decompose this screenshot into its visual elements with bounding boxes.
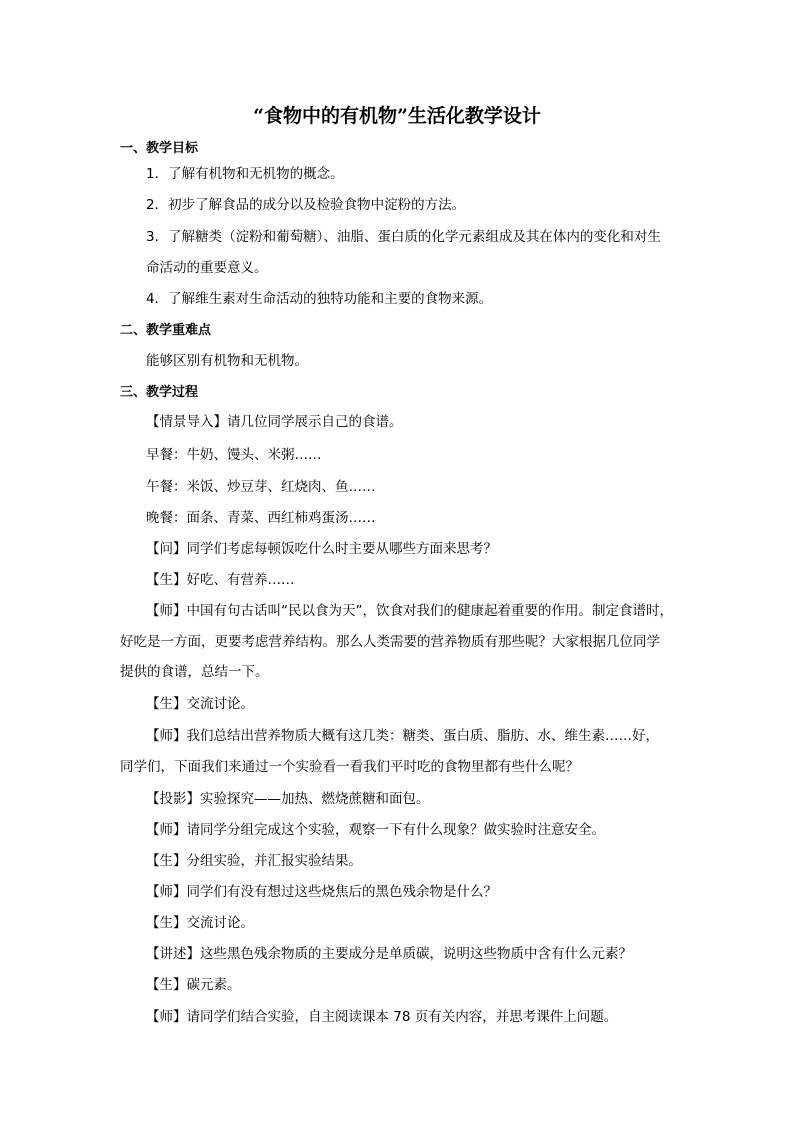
- process-line: 晚餐：面条、青菜、西红柿鸡蛋汤……: [146, 510, 376, 526]
- process-line: 【生】交流讨论。: [146, 696, 254, 712]
- process-line: 【情景导入】请几位同学展示自己的食谱。: [146, 414, 403, 430]
- section-heading-key: 二、教学重难点: [120, 323, 212, 338]
- process-line: 早餐：牛奶、馒头、米粥……: [146, 447, 322, 463]
- process-line: 【师】请同学分组完成这个实验，观察一下有什么现象？做实验时注意安全。: [146, 822, 605, 838]
- process-line: 好吃是一方面，更要考虑营养结构。那么人类需要的营养物质有那些呢？大家根据几位同学: [120, 634, 660, 650]
- process-line: 【生】分组实验，并汇报实验结果。: [146, 853, 362, 869]
- process-line: 【师】中国有句古话叫“民以食为天”，饮食对我们的健康起着重要的作用。制定食谱时，: [146, 603, 673, 619]
- section-heading-goals: 一、教学目标: [120, 141, 199, 156]
- process-line: 午餐：米饭、炒豆芽、红烧肉、鱼……: [146, 479, 376, 495]
- key-text: 能够区别有机物和无机物。: [146, 353, 308, 369]
- process-line: 同学们，下面我们来通过一个实验看一看我们平时吃的食物里都有些什么呢？: [120, 759, 579, 775]
- process-line: 【问】同学们考虑每顿饭吃什么时主要从哪些方面来思考？: [146, 541, 497, 557]
- section-heading-process: 三、教学过程: [120, 385, 199, 400]
- goal-item-2: 2．初步了解食品的成分以及检验食物中淀粉的方法。: [146, 197, 466, 213]
- goal-item-1: 1．了解有机物和无机物的概念。: [146, 166, 344, 182]
- process-line: 【生】碳元素。: [146, 977, 241, 993]
- process-line: 【生】好吃、有营养……: [146, 572, 295, 588]
- goal-item-3-cont: 命活动的重要意义。: [146, 260, 268, 276]
- goal-item-4: 4．了解维生素对生命活动的独特功能和主要的食物来源。: [146, 291, 493, 307]
- process-line: 提供的食谱，总结一下。: [120, 664, 269, 680]
- process-line: 【投影】实验探究——加热、燃烧蔗糖和面包。: [146, 791, 430, 807]
- process-line: 【师】同学们有没有想过这些烧焦后的黑色残余物是什么？: [146, 884, 497, 900]
- process-line: 【师】我们总结出营养物质大概有这几类：糖类、蛋白质、脂肪、水、维生素……好，: [146, 728, 659, 744]
- process-line: 【生】交流讨论。: [146, 915, 254, 931]
- process-line: 【师】请同学们结合实验，自主阅读课本 78 页有关内容，并思考课件上问题。: [146, 1009, 618, 1025]
- process-line: 【讲述】这些黑色残余物质的主要成分是单质碳，说明这些物质中含有什么元素？: [146, 946, 632, 962]
- goal-item-3: 3．了解糖类（淀粉和葡萄糖）、油脂、蛋白质的化学元素组成及其在体内的变化和对生: [146, 229, 661, 245]
- document-title: “食物中的有机物”生活化教学设计: [253, 105, 541, 127]
